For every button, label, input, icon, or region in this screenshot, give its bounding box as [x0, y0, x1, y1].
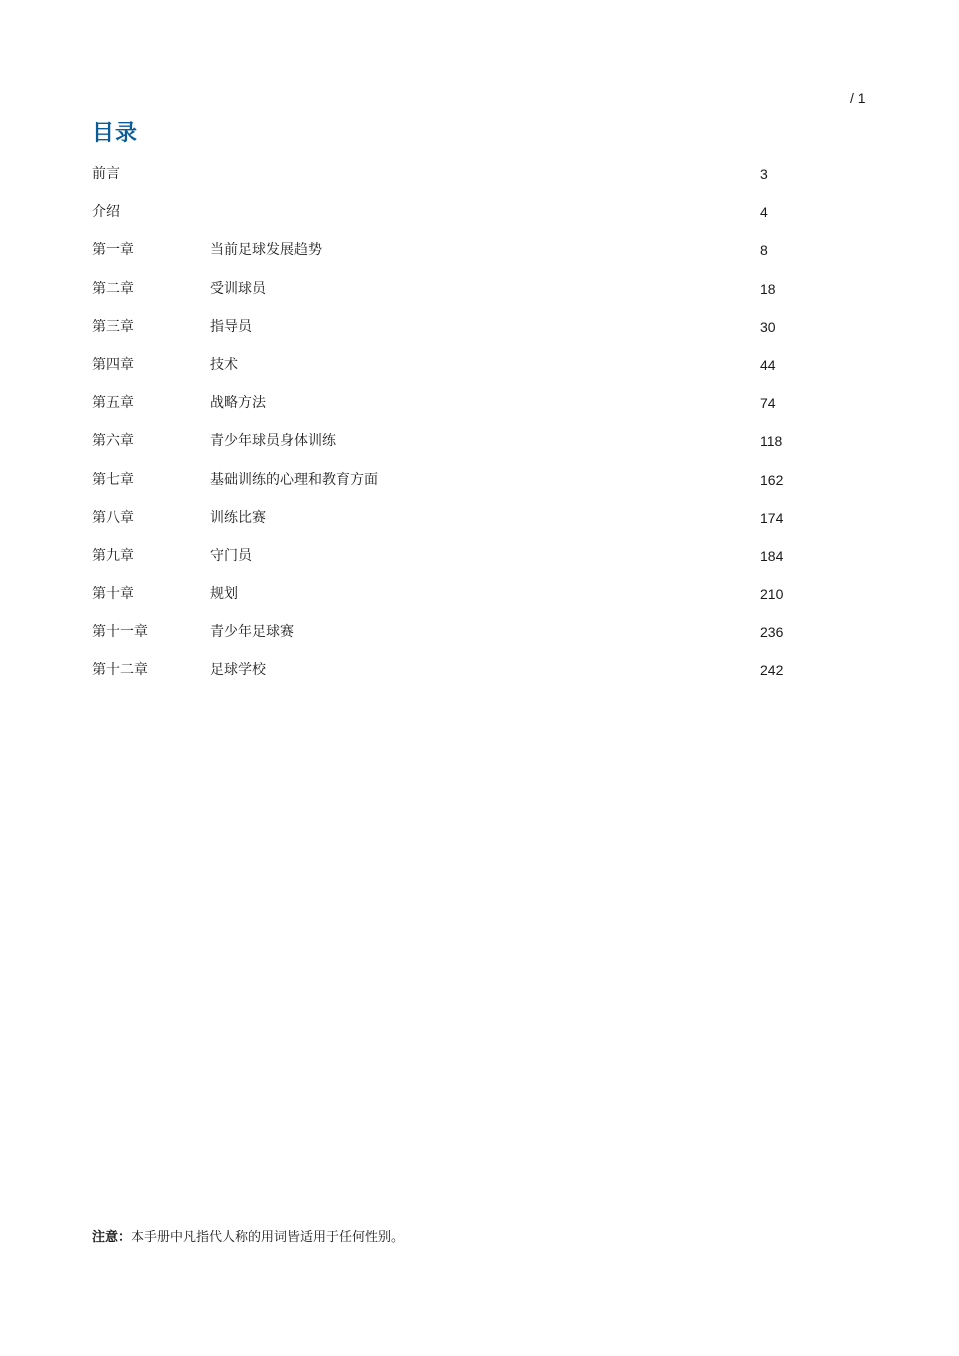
toc-chapter-name: 基础训练的心理和教育方面: [210, 471, 378, 488]
toc-page-number: 162: [760, 471, 784, 488]
toc-chapter-name: 训练比赛: [210, 509, 266, 526]
toc-entry-introduction[interactable]: [92, 202, 812, 240]
toc-chapter-label: 第八章: [92, 509, 134, 526]
toc-page-number: 174: [760, 509, 784, 526]
toc-chapter-label: 第六章: [92, 433, 134, 450]
toc-entry-chapter-11[interactable]: [92, 622, 812, 660]
toc-chapter-name: 青少年足球赛: [210, 624, 294, 641]
toc-page-number: 236: [760, 624, 784, 641]
toc-page-number: 44: [760, 356, 776, 373]
page-indicator: / 1: [850, 90, 866, 106]
toc-chapter-name: 受训球员: [210, 280, 266, 297]
toc-page-number: 74: [760, 395, 776, 412]
toc-chapter-label: 第十二章: [92, 662, 148, 679]
toc-page-number: 210: [760, 586, 784, 603]
toc-entry-chapter-6[interactable]: [92, 431, 812, 469]
toc-chapter-label: 第七章: [92, 471, 134, 488]
toc-chapter-label: 介绍: [92, 204, 120, 221]
toc-entry-chapter-9[interactable]: [92, 546, 812, 584]
toc-page-number: 8: [760, 242, 768, 259]
toc-chapter-name: 青少年球员身体训练: [210, 433, 336, 450]
toc-chapter-name: 技术: [210, 356, 238, 373]
toc-entry-preface[interactable]: [92, 164, 812, 202]
toc-chapter-label: 第十一章: [92, 624, 148, 641]
toc-chapter-label: 第一章: [92, 242, 134, 259]
toc-entry-chapter-2[interactable]: [92, 279, 812, 317]
toc-entry-chapter-3[interactable]: [92, 317, 812, 355]
toc-chapter-label: 第九章: [92, 547, 134, 564]
toc-chapter-name: 守门员: [210, 547, 252, 564]
toc-entry-chapter-5[interactable]: [92, 393, 812, 431]
toc-list: [92, 164, 812, 699]
toc-title: 目录: [92, 121, 139, 146]
toc-page-number: 4: [760, 204, 768, 221]
toc-chapter-name: 足球学校: [210, 662, 266, 679]
toc-chapter-name: 指导员: [210, 318, 252, 335]
toc-chapter-name: 战略方法: [210, 395, 266, 412]
footnote: [92, 1226, 404, 1245]
footnote-label: 注意：: [92, 1230, 132, 1245]
toc-chapter-label: 前言: [92, 166, 120, 182]
toc-entry-chapter-4[interactable]: [92, 355, 812, 393]
toc-page-number: 118: [760, 433, 783, 450]
toc-chapter-label: 第五章: [92, 395, 134, 412]
toc-entry-chapter-10[interactable]: [92, 584, 812, 622]
toc-page-number: 3: [760, 166, 768, 182]
toc-chapter-label: 第四章: [92, 356, 134, 373]
toc-chapter-label: 第二章: [92, 280, 134, 297]
toc-chapter-label: 第三章: [92, 318, 134, 335]
toc-page-number: 18: [760, 280, 776, 297]
toc-page-number: 30: [760, 318, 776, 335]
toc-entry-chapter-12[interactable]: [92, 660, 812, 698]
toc-entry-chapter-1[interactable]: [92, 240, 812, 278]
toc-entry-chapter-7[interactable]: [92, 470, 812, 508]
toc-chapter-name: 当前足球发展趋势: [210, 242, 322, 259]
toc-page-number: 242: [760, 662, 784, 679]
footnote-text: 本手册中凡指代人称的用词皆适用于任何性别。: [131, 1230, 405, 1245]
toc-page-number: 184: [760, 547, 784, 564]
toc-chapter-name: 规划: [210, 586, 238, 603]
toc-entry-chapter-8[interactable]: [92, 508, 812, 546]
toc-chapter-label: 第十章: [92, 586, 134, 603]
